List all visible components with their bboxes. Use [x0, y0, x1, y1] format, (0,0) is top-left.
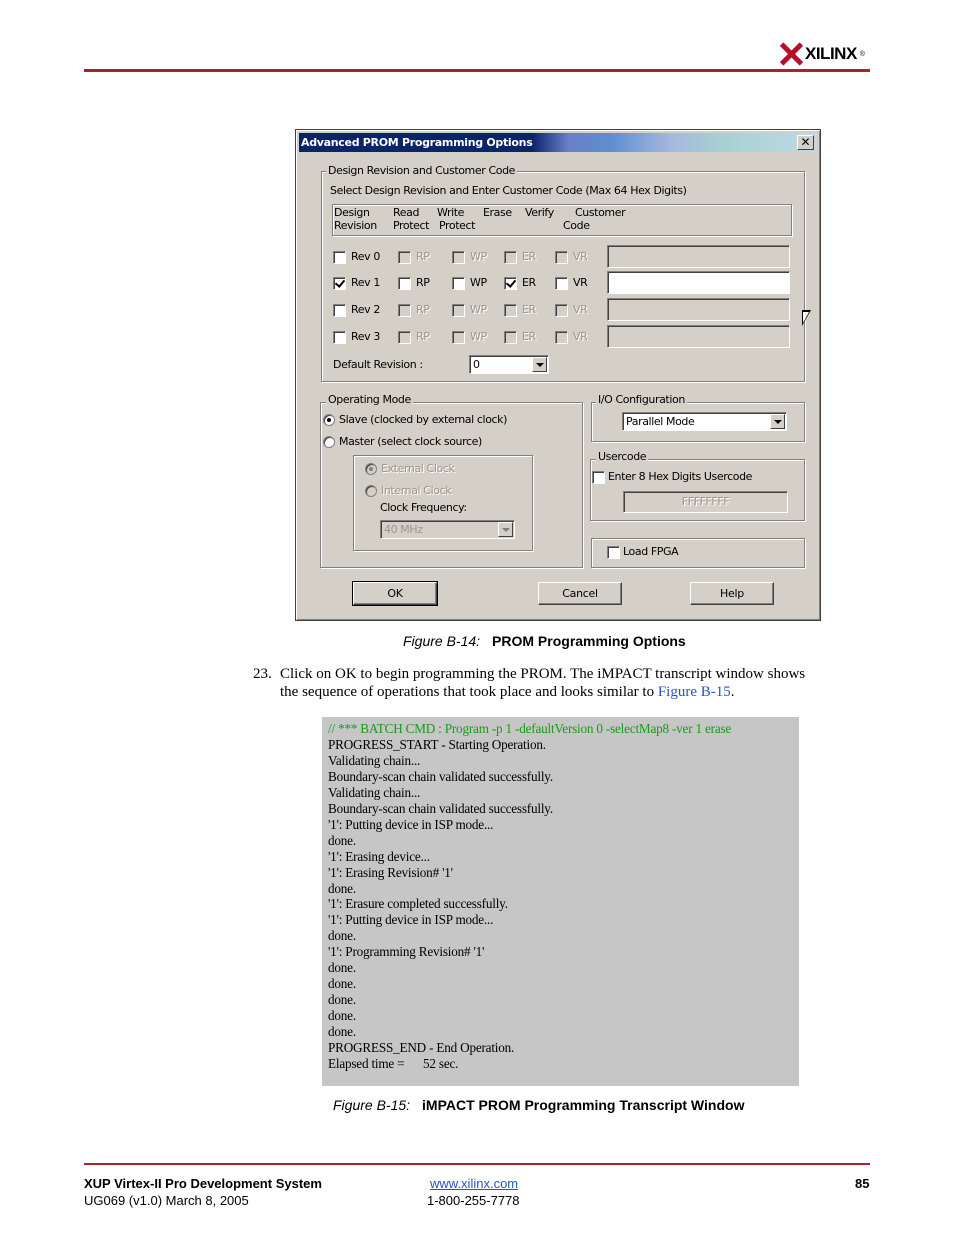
page-number: 85	[855, 1176, 870, 1191]
usercode-checkbox-label: Enter 8 Hex Digits Usercode	[608, 470, 753, 483]
help-button[interactable]: Help	[690, 582, 774, 605]
external-clock-radio[interactable]	[365, 463, 377, 475]
figure-b14-number: Figure B-14:	[403, 633, 481, 649]
rev1-label: Rev 1	[351, 276, 380, 289]
rev3-wp-label: WP	[470, 330, 487, 343]
rev0-er-label: ER	[522, 250, 536, 263]
rev0-rp-checkbox[interactable]	[398, 251, 411, 264]
load-fpga-label: Load FPGA	[623, 545, 679, 558]
internal-clock-radio[interactable]	[365, 485, 377, 497]
step-end: .	[730, 684, 735, 700]
rev1-customer-code-input[interactable]	[607, 271, 790, 294]
step-number: 23.	[253, 666, 272, 682]
col-write-2: Protect	[439, 219, 476, 232]
rev2-rp-checkbox[interactable]	[398, 304, 411, 317]
transcript-line: done.	[328, 1024, 356, 1040]
close-button[interactable]: ✕	[797, 135, 814, 150]
chevron-down-icon[interactable]	[770, 414, 785, 429]
transcript-line: // *** BATCH CMD : Program -p 1 -defaultVersion 0 -selectMap8 -ver 1 erase	[328, 721, 732, 736]
transcript-line: Validating chain...	[328, 784, 421, 800]
rev1-rp-label: RP	[416, 276, 430, 289]
rev2-er-label: ER	[522, 303, 536, 316]
rev2-customer-code-input[interactable]	[607, 298, 790, 321]
rev2-wp-checkbox[interactable]	[452, 304, 465, 317]
ok-button[interactable]: OK	[353, 582, 437, 605]
cancel-button[interactable]: Cancel	[538, 582, 622, 605]
io-config-title: I/O Configuration	[598, 393, 685, 406]
transcript-line: Boundary-scan chain validated successfully.	[328, 768, 553, 784]
transcript-line: PROGRESS_START - Starting Operation.	[328, 736, 546, 752]
rev0-label: Rev 0	[351, 250, 380, 263]
usercode-input[interactable]	[623, 491, 788, 513]
dialog-title: Advanced PROM Programming Options	[301, 136, 533, 149]
rev3-label: Rev 3	[351, 330, 380, 343]
rev1-rp-checkbox[interactable]	[398, 277, 411, 290]
load-fpga-checkbox[interactable]	[607, 546, 620, 559]
figure-b15-title: iMPACT PROM Programming Transcript Window	[422, 1097, 745, 1113]
rev0-er-checkbox[interactable]	[504, 251, 517, 264]
rev2-checkbox[interactable]	[333, 304, 346, 317]
rev3-vr-checkbox[interactable]	[555, 331, 568, 344]
chevron-down-icon[interactable]	[498, 522, 513, 537]
logo-text: XILINX	[805, 44, 857, 63]
rev2-er-checkbox[interactable]	[504, 304, 517, 317]
footer-title: XUP Virtex-II Pro Development System	[84, 1176, 322, 1191]
transcript-line: '1': Erasure completed successfully.	[328, 896, 508, 912]
external-clock-label: External Clock	[381, 462, 455, 475]
master-label: Master (select clock source)	[339, 435, 482, 448]
col-verify: Verify	[525, 206, 554, 219]
rev3-wp-checkbox[interactable]	[452, 331, 465, 344]
xilinx-x-icon	[780, 42, 802, 66]
rev3-er-checkbox[interactable]	[504, 331, 517, 344]
rev3-checkbox[interactable]	[333, 331, 346, 344]
usercode-value: FFFFFFFF	[681, 495, 730, 508]
transcript-line: Elapsed time = 52 sec.	[328, 1056, 459, 1072]
transcript-line: done.	[328, 928, 356, 944]
rev0-checkbox[interactable]	[333, 251, 346, 264]
rev0-wp-label: WP	[470, 250, 487, 263]
transcript-line: '1': Programming Revision# '1'	[328, 944, 485, 960]
footer-doc-id: UG069 (v1.0) March 8, 2005	[84, 1193, 249, 1208]
rev2-wp-label: WP	[470, 303, 487, 316]
rev0-wp-checkbox[interactable]	[452, 251, 465, 264]
io-config-value: Parallel Mode	[626, 415, 695, 428]
transcript-line: done.	[328, 976, 356, 992]
rev3-rp-label: RP	[416, 330, 430, 343]
default-revision-select[interactable]	[469, 355, 549, 374]
col-write-1: Write	[437, 206, 465, 219]
slave-radio[interactable]	[323, 414, 335, 426]
col-customer-2: Code	[563, 219, 590, 232]
design-instruction: Select Design Revision and Enter Customer Code (Max 64 Hex Digits)	[330, 184, 687, 197]
rev2-label: Rev 2	[351, 303, 380, 316]
transcript-line: '1': Putting device in ISP mode...	[328, 816, 494, 832]
figure-b15-link[interactable]: Figure B-15	[657, 684, 731, 700]
rev3-vr-label: VR	[573, 330, 588, 343]
transcript-line: done.	[328, 1008, 356, 1024]
dialog-titlebar	[299, 133, 817, 152]
rev1-er-checkbox[interactable]	[504, 277, 517, 290]
col-customer-1: Customer	[575, 206, 626, 219]
clock-frequency-label: Clock Frequency:	[380, 501, 467, 514]
operating-mode-title: Operating Mode	[328, 393, 411, 406]
mouse-pointer-icon	[802, 310, 811, 326]
slave-label: Slave (clocked by external clock)	[339, 413, 508, 426]
col-design-1: Design	[334, 206, 370, 219]
rev0-vr-checkbox[interactable]	[555, 251, 568, 264]
io-config-select[interactable]	[622, 412, 787, 431]
transcript-line: Validating chain...	[328, 752, 421, 768]
rev1-wp-checkbox[interactable]	[452, 277, 465, 290]
impact-transcript-window	[322, 717, 799, 1086]
transcript-line: Boundary-scan chain validated successfully.	[328, 800, 553, 816]
rev1-vr-label: VR	[573, 276, 588, 289]
rev1-checkbox[interactable]	[333, 277, 346, 290]
col-design-2: Revision	[334, 219, 377, 232]
transcript-line: done.	[328, 880, 356, 896]
footer-phone: 1-800-255-7778	[427, 1193, 520, 1208]
registered-mark: ®	[859, 50, 865, 58]
rev3-rp-checkbox[interactable]	[398, 331, 411, 344]
header-rule	[84, 69, 870, 72]
rev2-vr-checkbox[interactable]	[555, 304, 568, 317]
rev0-rp-label: RP	[416, 250, 430, 263]
usercode-checkbox[interactable]	[592, 471, 605, 484]
rev3-customer-code-input[interactable]	[607, 325, 790, 348]
clock-frequency-select[interactable]	[380, 520, 515, 539]
figure-b14-caption	[403, 633, 686, 649]
figure-b14-title: PROM Programming Options	[492, 633, 686, 649]
step-text: the sequence of operations that took place and looks similar to	[280, 684, 655, 700]
figure-b15-number: Figure B-15:	[333, 1097, 411, 1113]
usercode-title: Usercode	[598, 450, 647, 463]
default-revision-label: Default Revision :	[333, 358, 423, 371]
rev1-er-label: ER	[522, 276, 536, 289]
rev1-wp-label: WP	[470, 276, 487, 289]
footer-url-link[interactable]: www.xilinx.com	[430, 1176, 519, 1191]
figure-b15-caption	[333, 1097, 744, 1113]
clock-frequency-value: 40 MHz	[384, 523, 423, 536]
design-revision-group-title: Design Revision and Customer Code	[328, 164, 516, 177]
rev2-rp-label: RP	[416, 303, 430, 316]
col-read-2: Protect	[393, 219, 430, 232]
rev1-vr-checkbox[interactable]	[555, 277, 568, 290]
xilinx-logo	[780, 40, 865, 68]
master-radio[interactable]	[323, 436, 335, 448]
transcript-line: '1': Erasing Revision# '1'	[328, 864, 453, 880]
transcript-line: done.	[328, 992, 356, 1008]
transcript-line: done.	[328, 960, 356, 976]
default-revision-value: 0	[473, 358, 480, 371]
col-read-1: Read	[393, 206, 420, 219]
col-erase: Erase	[483, 206, 512, 219]
rev3-er-label: ER	[522, 330, 536, 343]
transcript-line: done.	[328, 832, 356, 848]
internal-clock-label: Internal Clock	[381, 484, 452, 497]
rev2-vr-label: VR	[573, 303, 588, 316]
rev0-vr-label: VR	[573, 250, 588, 263]
chevron-down-icon[interactable]	[532, 357, 547, 372]
transcript-line: '1': Erasing device...	[328, 848, 430, 864]
step-text-line1: Click on OK to begin programming the PROM. The iMPACT transcript window shows	[280, 666, 806, 682]
transcript-line: '1': Putting device in ISP mode...	[328, 912, 494, 928]
step-text-line2	[280, 683, 734, 701]
rev0-customer-code-input[interactable]	[607, 245, 790, 268]
footer-rule	[84, 1163, 870, 1165]
transcript-line: PROGRESS_END - End Operation.	[328, 1040, 515, 1056]
